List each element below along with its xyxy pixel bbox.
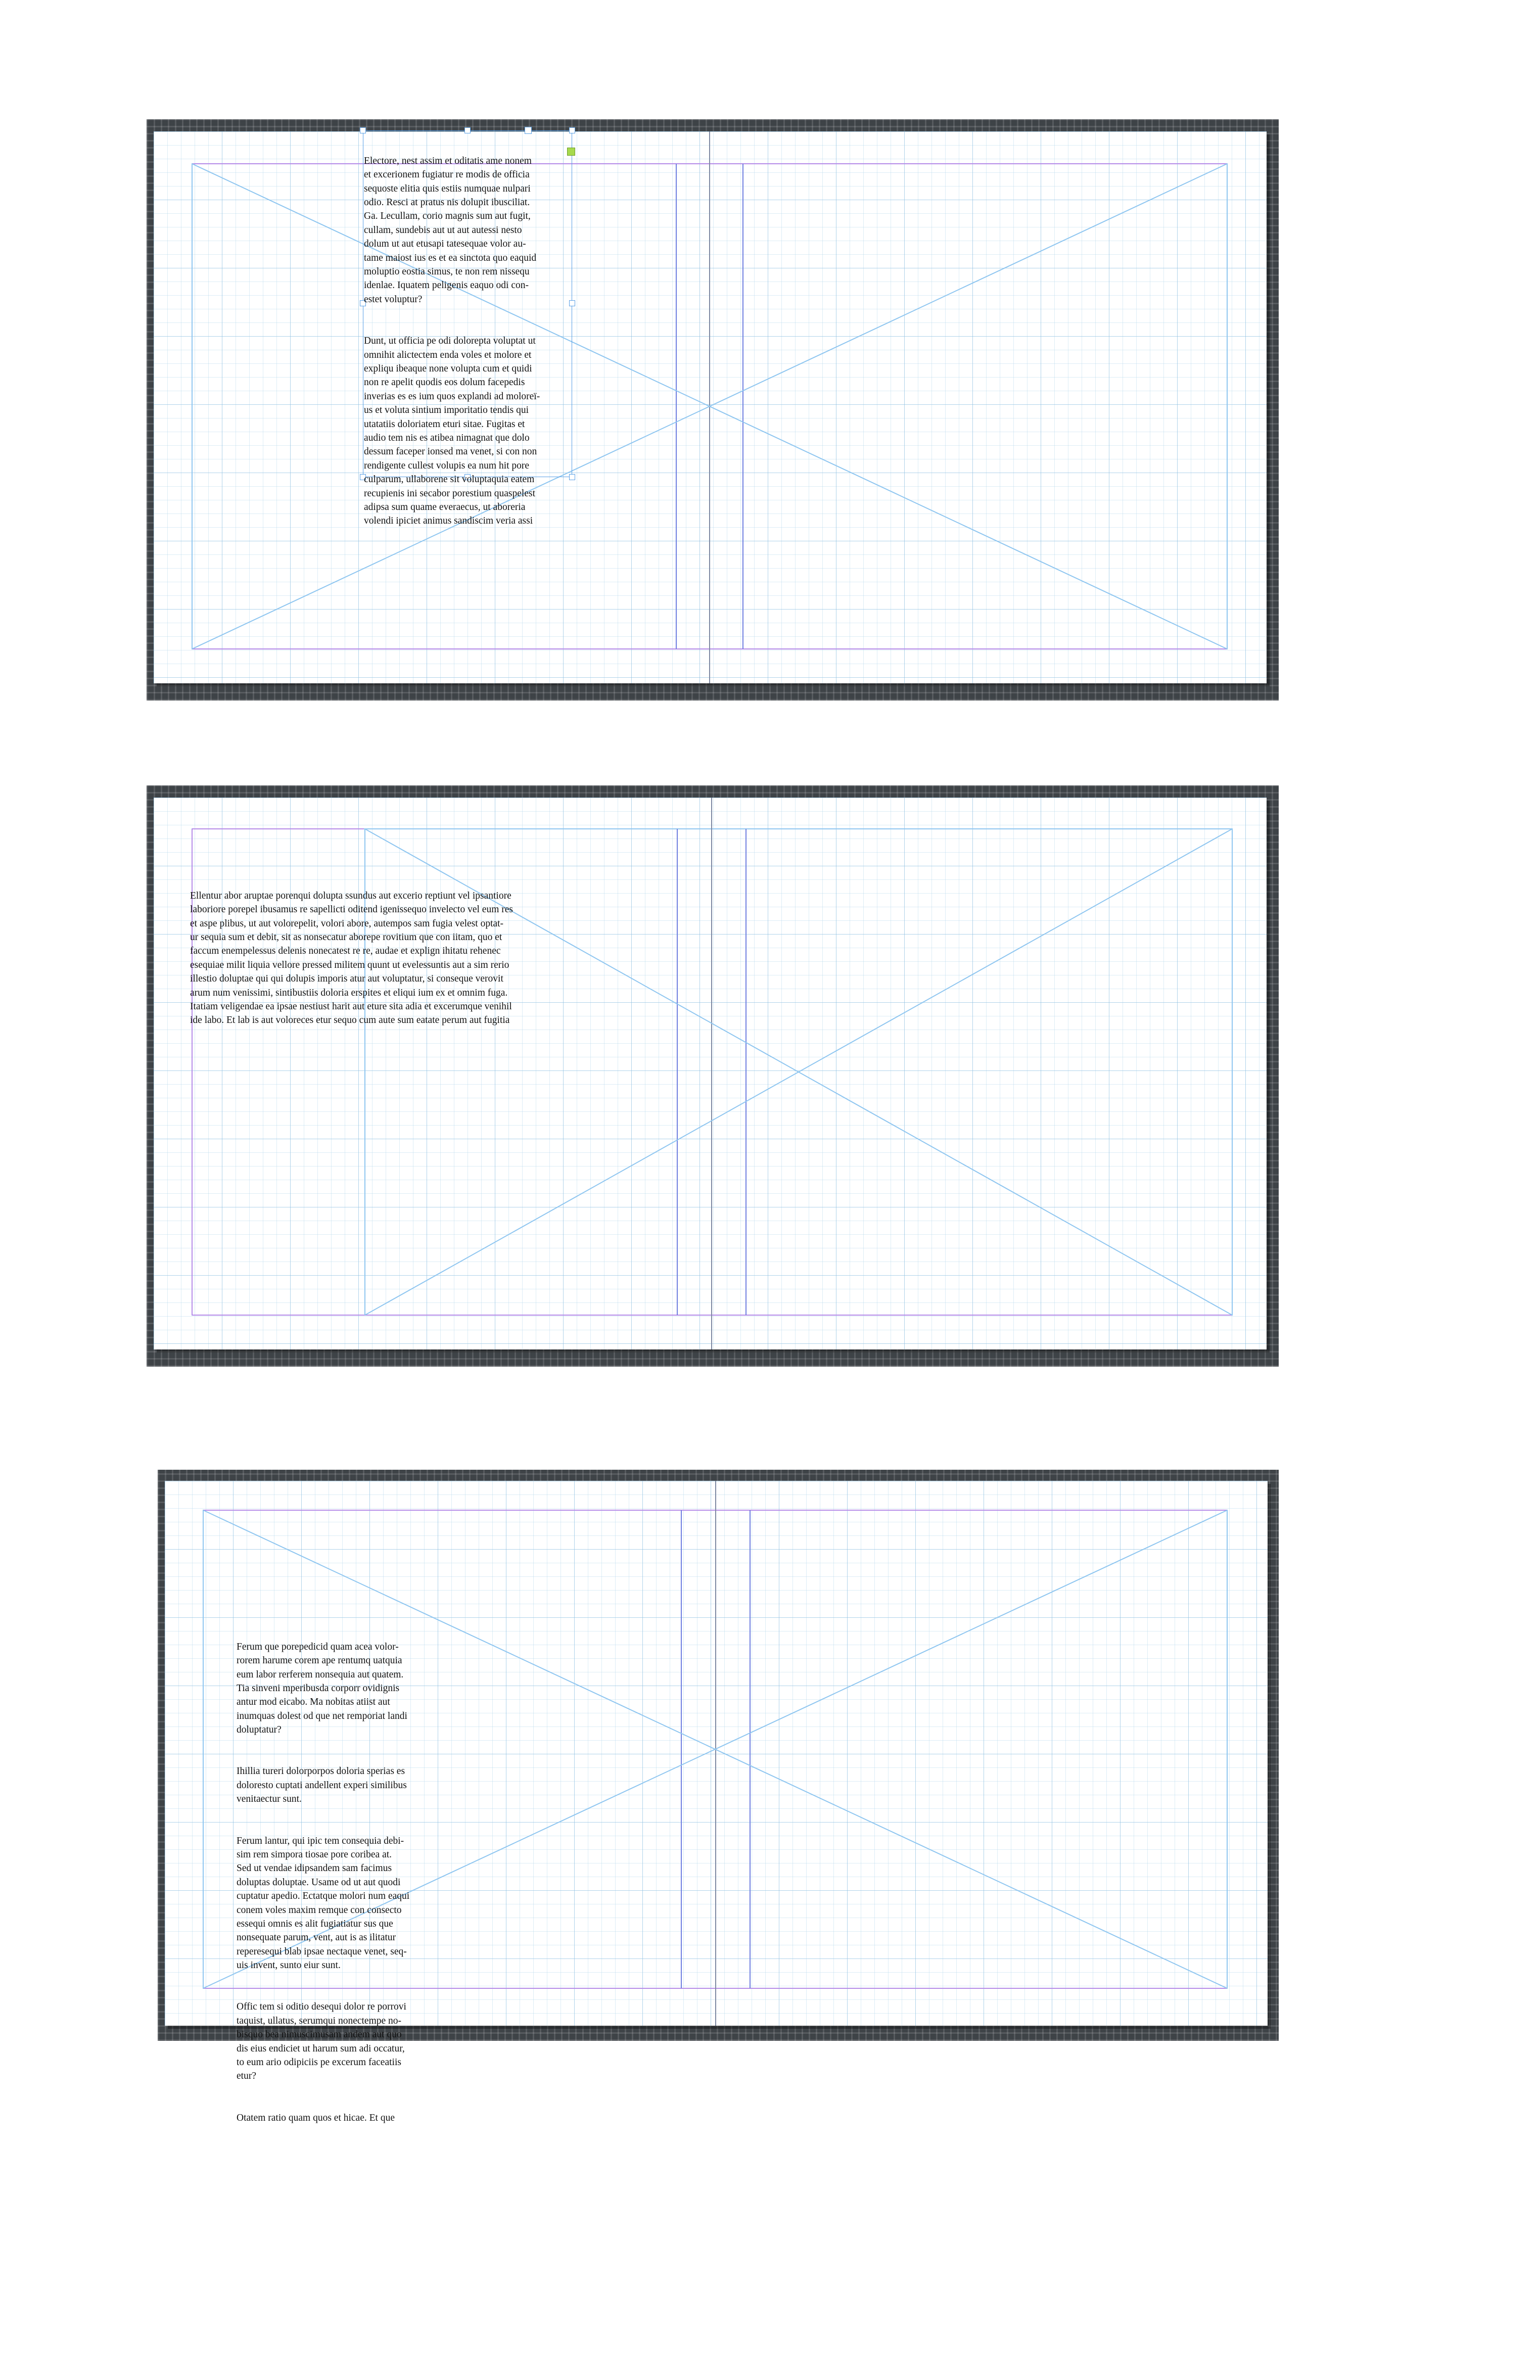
- spread-2-text-frame[interactable]: [190, 861, 695, 1026]
- paragraph: Electore, nest assim et oditatis ame nonem et excerionem fugiatur re modis de officia sequoste elitia quis estiis numquae nulpari odio. Resci at pratus nis dolupit ibusciliat. Ga. Lecullam, corio magnis sum aut fugit, cullam, sundebis aut ut aut autessi nesto dolum ut aut etusapi tatesequae volor au- tame maiost ius es et ea sinctota quo eaquid moluptio eostia simus, te non rem nissequ idenlae. Iquatem peligenis eaquo odi con- estet voluptur?: [364, 155, 537, 305]
- paragraph: Ihillia tureri dolorporpos doloria sperias es doloresto cuptati andellent experi similibus venitaectur sunt.: [237, 1766, 407, 1805]
- spread-2: [147, 785, 1279, 1367]
- paragraph: Offic tem si oditio desequi dolor re porrovi taquist, ullatus, serumqui nonectempe no- bisquo bea nimuscimusam andem aut quo dis eius endiciet ut harum sum adi occatur, to eum ario odipiciis pe excerum faceatiis etur?: [237, 2001, 406, 2082]
- paragraph: Ellentur abor aruptae porenqui dolupta ssundus aut excerio reptiunt vel ipsantiore laboriore porepel ibusamus re sapellicti oditend igenissequo invelecto vel eum res et aspe plibus, ut aut volorepelit, volori abore, autempos sam fugia velest optat- ur sequia sum et debit, sit as nonsecatur aborepe rovitium que con iitam, quo et faccum enempelessus delenis nonecatest re re, audae et explign ihitatu rehenec esequiae milit liquia vellore pressed militem quunt ut evelessuntis aut a sim rerio illestio doluptae qui qui dolupis imporis atur aut voluptatur, si conseque verovit arum num venissimi, sintibustiis doloria erspites et eliqui ium ex et omnim fuga. Itatiam veligendae ea ipsae nestiust harit aut eture sita adia et excerumque venihil ide labo. Et lab is aut voloreces etur sequo cum aute sum eatate perum aut fugitia: [190, 890, 513, 1026]
- paragraph: Ferum que porepedicid quam acea volor- rorem harume corem ape rentumq uatquia eum labor rerferem nonsequia aut quatem. Tia sinveni mperibusda corporr ovidignis antur mod eicabo. Ma nobitas atiist aut inumquas dolest od que net remporiat landi doluptatur?: [237, 1641, 407, 1736]
- paragraph: Ferum lantur, qui ipic tem consequia debi- sim rem simpora tiosae pore coribea at. Sed ut vendae idipsandem sam facimus doluptas doluptae. Usame od ut aut quodi cuptatur apedio. Ectatque molori num eaqui conem voles maxim remque con consecto essequi omnis es alit fugiatiatur sus que nonsequate parum, vent, aut is as ilitatur reperesequi blab ipsae nectaque venet, seq- uis invent, sunto eiur sunt.: [237, 1835, 410, 1971]
- spread-1: [147, 119, 1279, 701]
- spread-1-guides: [147, 119, 1279, 701]
- paragraph: Dunt, ut officia pe odi dolorepta voluptat ut omnihit alictectem enda voles et molore et expliqu ibeaque none volupta cum et quidi non re apelit quodis eos dolum facepedis inverias es es ium quos explandi ad moloreï- us et voluta sintium imporitatio tendis qui utatatiis doloriatem eturi sitae. Fugitas et audio tem nis es atibea nimagnat que dolo dessum faceper ionsed ma venet, si con non rendigente cullest volupis ea num hit pore culparum, ullaborene sit voluptaquia eatem recupienis ini secabor porestium quaspelest adipsa sum quame everaecus, ut aboreria volendi ipiciet animus sandiscim veria assi: [364, 336, 540, 527]
- spread-3: [158, 1470, 1279, 2123]
- spread-3-text-frame[interactable]: [237, 1612, 454, 2123]
- spread-1-text-frame[interactable]: [364, 126, 576, 527]
- paragraph: Otatem ratio quam quos et hicae. Et que: [237, 2112, 395, 2123]
